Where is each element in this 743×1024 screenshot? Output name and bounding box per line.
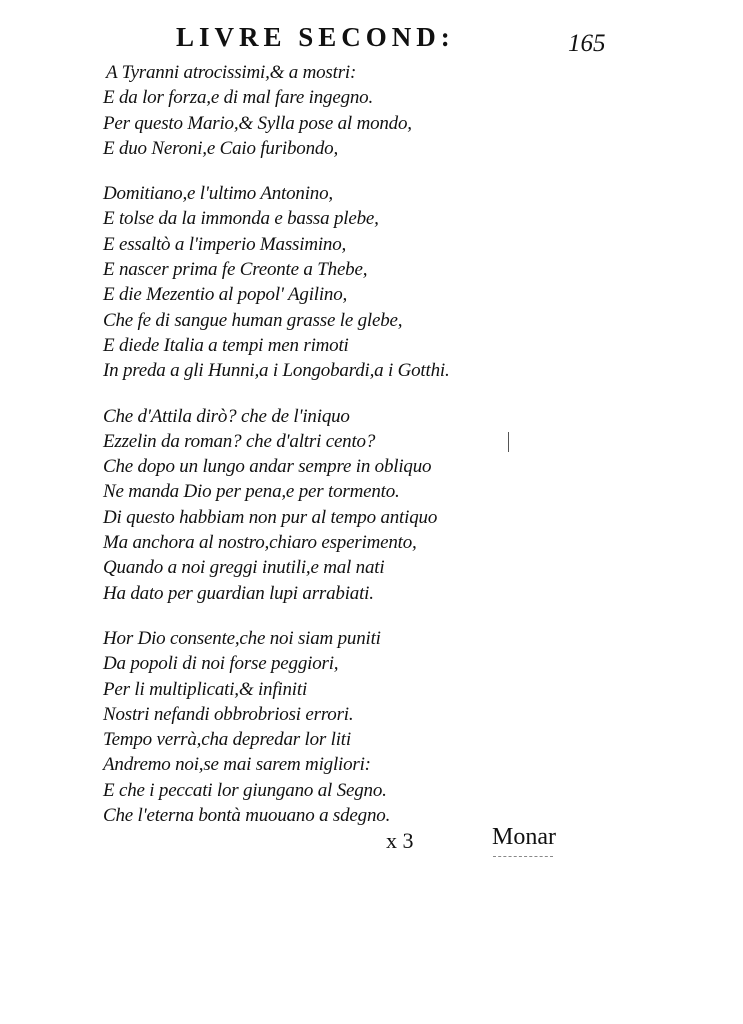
- catchword-underline: [493, 856, 553, 857]
- verse-line: Che l'eterna bontà muouano a sdegno.: [103, 805, 391, 827]
- catchword: Monar: [492, 824, 556, 850]
- verse-line: E die Mezentio al popol' Agilino,: [103, 284, 348, 306]
- verse-line: E tolse da la immonda e bassa plebe,: [103, 208, 379, 230]
- verse-line: Che dopo un lungo andar sempre in obliquo: [103, 456, 432, 478]
- verse-line: Per questo Mario,& Sylla pose al mondo,: [103, 112, 412, 134]
- verse-line: Andremo noi,se mai sarem migliori:: [103, 754, 371, 776]
- running-title: LIVRE SECOND:: [176, 22, 455, 52]
- verse-line: Da popoli di noi forse peggiori,: [103, 653, 339, 675]
- verse-line: Tempo verrà,cha depredar lor liti: [103, 729, 351, 751]
- verse-line: Ma anchora al nostro,chiaro esperimento,: [103, 532, 417, 554]
- verse-line: E diede Italia a tempi men rimoti: [103, 334, 349, 356]
- page-footer: [0, 824, 743, 858]
- page-header: [0, 22, 743, 56]
- verse-line: Di questo habbiam non pur al tempo antiquo: [103, 506, 438, 528]
- signature-mark: x 3: [386, 828, 414, 853]
- verse-line: E essaltò a l'imperio Massimino,: [103, 233, 347, 255]
- page-number: 165: [568, 30, 606, 57]
- verse-line: A Tyranni atrocissimi,& a mostri:: [106, 62, 357, 83]
- verse-line: Nostri nefandi obbrobriosi errori.: [103, 703, 354, 725]
- verse-line: E duo Neroni,e Caio furibondo,: [103, 137, 339, 159]
- stanza: [103, 60, 543, 161]
- verse-line: Che fe di sangue human grasse le glebe,: [103, 309, 403, 331]
- verse-line: Domitiano,e l'ultimo Antonino,: [103, 183, 333, 205]
- stanza: [103, 181, 543, 383]
- verse-line: Ha dato per guardian lupi arrabiati.: [103, 582, 374, 604]
- verse-line: Ne manda Dio per pena,e per tormento.: [103, 481, 400, 503]
- verse-line: Hor Dio consente,che noi siam puniti: [103, 627, 381, 649]
- poem-body: [103, 60, 543, 848]
- stanza: [103, 404, 543, 606]
- verse-line: Per li multiplicati,& infiniti: [103, 678, 308, 700]
- verse-line: Che d'Attila dirò? che de l'iniquo: [103, 405, 350, 427]
- verse-line: Ezzelin da roman? che d'altri cento?: [103, 430, 376, 452]
- verse-line: E nascer prima fe Creonte a Thebe,: [103, 259, 368, 281]
- verse-line: Quando a noi greggi inutili,e mal nati: [103, 557, 385, 579]
- verse-line: E che i peccati lor giungano al Segno.: [103, 779, 387, 801]
- verse-line: In preda a gli Hunni,a i Longobardi,a i Gotthi.: [103, 360, 450, 382]
- stanza: [103, 626, 543, 828]
- margin-mark: [508, 432, 509, 452]
- verse-line: E da lor forza,e di mal fare ingegno.: [103, 87, 374, 109]
